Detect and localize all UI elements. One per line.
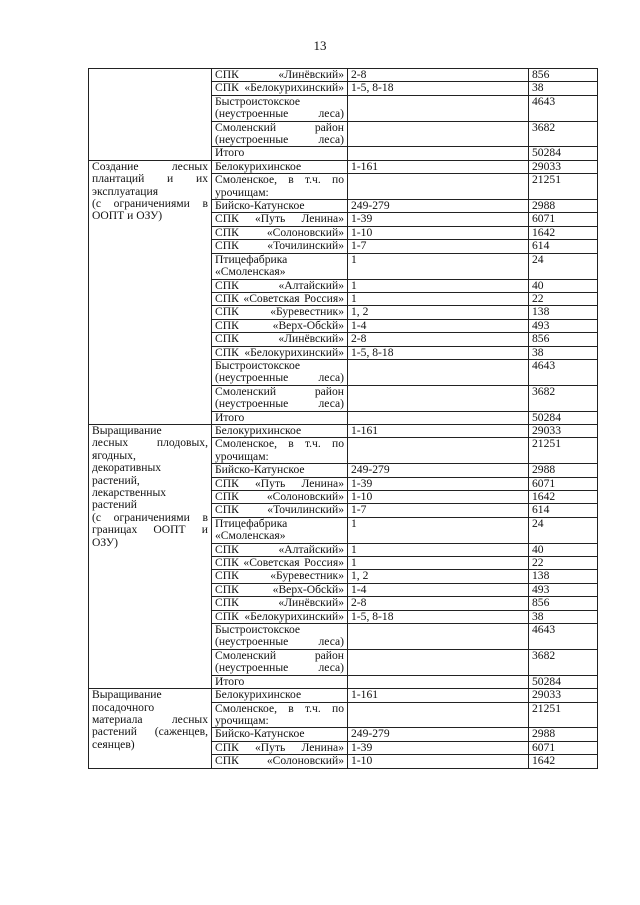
forestry-location-cell: СПК «Солоновский» xyxy=(212,491,348,504)
work-type-line: Создание лесных xyxy=(92,160,208,173)
forestry-location-cell: Бийско-Катунское xyxy=(212,728,348,741)
area-cell: 29033 xyxy=(529,424,598,437)
area-cell: 21251 xyxy=(529,702,598,728)
area-cell: 856 xyxy=(529,69,598,82)
forestry-location-cell: СПК «Белокурихинский» xyxy=(212,82,348,95)
forestry-location-cell: СПК «Точилинский» xyxy=(212,504,348,517)
area-cell: 614 xyxy=(529,504,598,517)
quarter-numbers-cell xyxy=(348,359,529,385)
quarter-numbers-cell: 1-5, 8-18 xyxy=(348,346,529,359)
quarter-numbers-cell: 1 xyxy=(348,557,529,570)
table-row xyxy=(89,424,598,437)
work-type-cell xyxy=(89,160,212,424)
forestry-location-cell: СПК «Верх-Обсkй» xyxy=(212,583,348,596)
quarter-numbers-cell: 2-8 xyxy=(348,597,529,610)
quarter-numbers-cell: 1-161 xyxy=(348,160,529,173)
quarter-numbers-cell: 1-10 xyxy=(348,755,529,768)
work-type-line: ягодных, xyxy=(92,448,136,462)
area-cell: 50284 xyxy=(529,411,598,424)
forestry-location-cell: Бийско-Катунское xyxy=(212,200,348,213)
quarter-numbers-cell: 1-39 xyxy=(348,477,529,490)
forestry-location-cell: СПК «Путь Ленина» xyxy=(212,741,348,754)
table-row xyxy=(89,160,598,173)
work-type-cell xyxy=(89,689,212,768)
quarter-numbers-cell xyxy=(348,411,529,424)
area-cell: 493 xyxy=(529,319,598,332)
work-type-line: растений, xyxy=(92,473,140,487)
table-row xyxy=(89,689,598,702)
area-cell: 2988 xyxy=(529,728,598,741)
forestry-location-cell: Бийско-Катунское xyxy=(212,464,348,477)
quarter-numbers-cell: 1, 2 xyxy=(348,306,529,319)
quarter-numbers-cell: 2-8 xyxy=(348,69,529,82)
work-type-line: эксплуатация xyxy=(92,184,159,198)
area-cell: 3682 xyxy=(529,121,598,147)
forestry-location-cell: Смоленское, в т.ч. по урочищам: xyxy=(212,174,348,200)
page-number: 13 xyxy=(313,38,327,53)
quarter-numbers-cell: 1-5, 8-18 xyxy=(348,82,529,95)
work-type-line: материала лесных xyxy=(92,712,208,726)
quarter-numbers-cell: 1-161 xyxy=(348,689,529,702)
quarter-numbers-cell: 1-7 xyxy=(348,240,529,253)
area-cell: 4643 xyxy=(529,359,598,385)
quarter-numbers-cell: 1 xyxy=(348,253,529,279)
area-cell: 856 xyxy=(529,597,598,610)
forestry-location-cell: Смоленское, в т.ч. по урочищам: xyxy=(212,702,348,728)
work-type-line: границах ООПТ и xyxy=(92,523,208,537)
forestry-location-cell: Быстроистокское (неустроенные леса) xyxy=(212,95,348,121)
forestry-location-cell: Итого xyxy=(212,675,348,688)
work-type-line: плантаций и их xyxy=(92,172,208,186)
quarter-numbers-cell: 249-279 xyxy=(348,728,529,741)
area-cell: 4643 xyxy=(529,624,598,650)
quarter-numbers-cell: 1 xyxy=(348,292,529,305)
forestry-location-cell: СПК «Солоновский» xyxy=(212,226,348,239)
forestry-location-cell: СПК «Советская Россия» xyxy=(212,557,348,570)
forestry-location-cell: Птицефабрика «Смоленская» xyxy=(212,517,348,543)
area-cell: 24 xyxy=(529,253,598,279)
work-type-line: декоративных xyxy=(92,461,162,475)
area-cell: 24 xyxy=(529,517,598,543)
area-cell: 3682 xyxy=(529,385,598,411)
quarter-numbers-cell: 1 xyxy=(348,543,529,556)
area-cell: 2988 xyxy=(529,200,598,213)
quarter-numbers-cell: 1-161 xyxy=(348,424,529,437)
forestry-location-cell: Смоленский район (неустроенные леса) xyxy=(212,649,348,675)
area-cell: 3682 xyxy=(529,649,598,675)
forestry-location-cell: Смоленское, в т.ч. по урочищам: xyxy=(212,438,348,464)
work-type-line: ООПТ и ОЗУ) xyxy=(92,209,163,223)
area-cell: 856 xyxy=(529,333,598,346)
work-type-line: растений xyxy=(92,498,137,512)
area-cell: 6071 xyxy=(529,741,598,754)
work-type-cell xyxy=(89,69,212,161)
forestry-location-cell: СПК «Линёвский» xyxy=(212,333,348,346)
forestry-location-cell: СПК «Советская Россия» xyxy=(212,292,348,305)
area-cell: 50284 xyxy=(529,675,598,688)
work-type-cell xyxy=(89,424,212,688)
forestry-location-cell: Белокурихинское xyxy=(212,689,348,702)
quarter-numbers-cell xyxy=(348,147,529,160)
work-type-line: растений (саженцев, xyxy=(92,725,208,739)
forestry-location-cell: СПК «Белокурихинский» xyxy=(212,346,348,359)
area-cell: 40 xyxy=(529,543,598,556)
forestry-location-cell: СПК «Белокурихинский» xyxy=(212,610,348,623)
quarter-numbers-cell: 1-4 xyxy=(348,583,529,596)
area-cell: 29033 xyxy=(529,689,598,702)
area-cell: 22 xyxy=(529,292,598,305)
quarter-numbers-cell xyxy=(348,95,529,121)
forestry-location-cell: СПК «Буревестник» xyxy=(212,570,348,583)
work-type-line: лесных плодовых, xyxy=(92,436,208,450)
area-cell: 22 xyxy=(529,557,598,570)
area-cell: 6071 xyxy=(529,213,598,226)
table-row xyxy=(89,69,598,82)
area-cell: 138 xyxy=(529,570,598,583)
forestry-location-cell: СПК «Алтайский» xyxy=(212,543,348,556)
quarter-numbers-cell xyxy=(348,702,529,728)
area-cell: 40 xyxy=(529,279,598,292)
quarter-numbers-cell: 1-39 xyxy=(348,213,529,226)
area-cell: 38 xyxy=(529,346,598,359)
forestry-location-cell: Птицефабрика «Смоленская» xyxy=(212,253,348,279)
forestry-location-cell: СПК «Линёвский» xyxy=(212,597,348,610)
area-cell: 1642 xyxy=(529,755,598,768)
quarter-numbers-cell: 1-10 xyxy=(348,226,529,239)
forestry-location-cell: СПК «Линёвский» xyxy=(212,69,348,82)
quarter-numbers-cell: 249-279 xyxy=(348,464,529,477)
forestry-location-cell: СПК «Верх-Обсkй» xyxy=(212,319,348,332)
quarter-numbers-cell: 1-10 xyxy=(348,491,529,504)
area-cell: 493 xyxy=(529,583,598,596)
quarter-numbers-cell: 1-4 xyxy=(348,319,529,332)
quarter-numbers-cell: 1-7 xyxy=(348,504,529,517)
forestry-location-cell: СПК «Буревестник» xyxy=(212,306,348,319)
forestry-location-cell: Белокурихинское xyxy=(212,160,348,173)
quarter-numbers-cell xyxy=(348,624,529,650)
work-type-line: (с ограничениями в xyxy=(92,510,208,524)
forestry-location-cell: СПК «Солоновский» xyxy=(212,755,348,768)
forestry-location-cell: СПК «Путь Ленина» xyxy=(212,477,348,490)
work-type-line: (с ограничениями в xyxy=(92,197,208,211)
area-cell: 21251 xyxy=(529,438,598,464)
area-cell: 6071 xyxy=(529,477,598,490)
work-type-line: Выращивание xyxy=(92,424,162,437)
forestry-location-cell: Белокурихинское xyxy=(212,424,348,437)
area-cell: 38 xyxy=(529,82,598,95)
quarter-numbers-cell: 1, 2 xyxy=(348,570,529,583)
quarter-numbers-cell xyxy=(348,174,529,200)
work-type-line: лекарственных xyxy=(92,486,167,499)
quarter-numbers-cell xyxy=(348,675,529,688)
area-cell: 1642 xyxy=(529,226,598,239)
forestry-location-cell: Смоленский район (неустроенные леса) xyxy=(212,121,348,147)
area-cell: 1642 xyxy=(529,491,598,504)
forest-use-table xyxy=(88,68,598,769)
table-body xyxy=(89,69,598,769)
work-type-line: Выращивание xyxy=(92,688,162,702)
quarter-numbers-cell: 1 xyxy=(348,517,529,543)
forestry-location-cell: Итого xyxy=(212,411,348,424)
area-cell: 614 xyxy=(529,240,598,253)
forestry-location-cell: Смоленский район (неустроенные леса) xyxy=(212,385,348,411)
area-cell: 138 xyxy=(529,306,598,319)
quarter-numbers-cell: 1-39 xyxy=(348,741,529,754)
quarter-numbers-cell xyxy=(348,385,529,411)
quarter-numbers-cell xyxy=(348,121,529,147)
forestry-location-cell: Быстроистокское (неустроенные леса) xyxy=(212,624,348,650)
forestry-location-cell: СПК «Путь Ленина» xyxy=(212,213,348,226)
quarter-numbers-cell: 1-5, 8-18 xyxy=(348,610,529,623)
area-cell: 4643 xyxy=(529,95,598,121)
quarter-numbers-cell: 249-279 xyxy=(348,200,529,213)
area-cell: 29033 xyxy=(529,160,598,173)
forestry-location-cell: Итого xyxy=(212,147,348,160)
forestry-location-cell: Быстроистокское (неустроенные леса) xyxy=(212,359,348,385)
quarter-numbers-cell xyxy=(348,438,529,464)
work-type-line: ОЗУ) xyxy=(92,535,118,549)
work-type-line: посадочного xyxy=(92,700,155,714)
forestry-location-cell: СПК «Точилинский» xyxy=(212,240,348,253)
quarter-numbers-cell: 1 xyxy=(348,279,529,292)
quarter-numbers-cell: 2-8 xyxy=(348,333,529,346)
quarter-numbers-cell xyxy=(348,649,529,675)
area-cell: 2988 xyxy=(529,464,598,477)
work-type-line: сеянцев) xyxy=(92,737,135,751)
area-cell: 50284 xyxy=(529,147,598,160)
forestry-location-cell: СПК «Алтайский» xyxy=(212,279,348,292)
area-cell: 21251 xyxy=(529,174,598,200)
area-cell: 38 xyxy=(529,610,598,623)
